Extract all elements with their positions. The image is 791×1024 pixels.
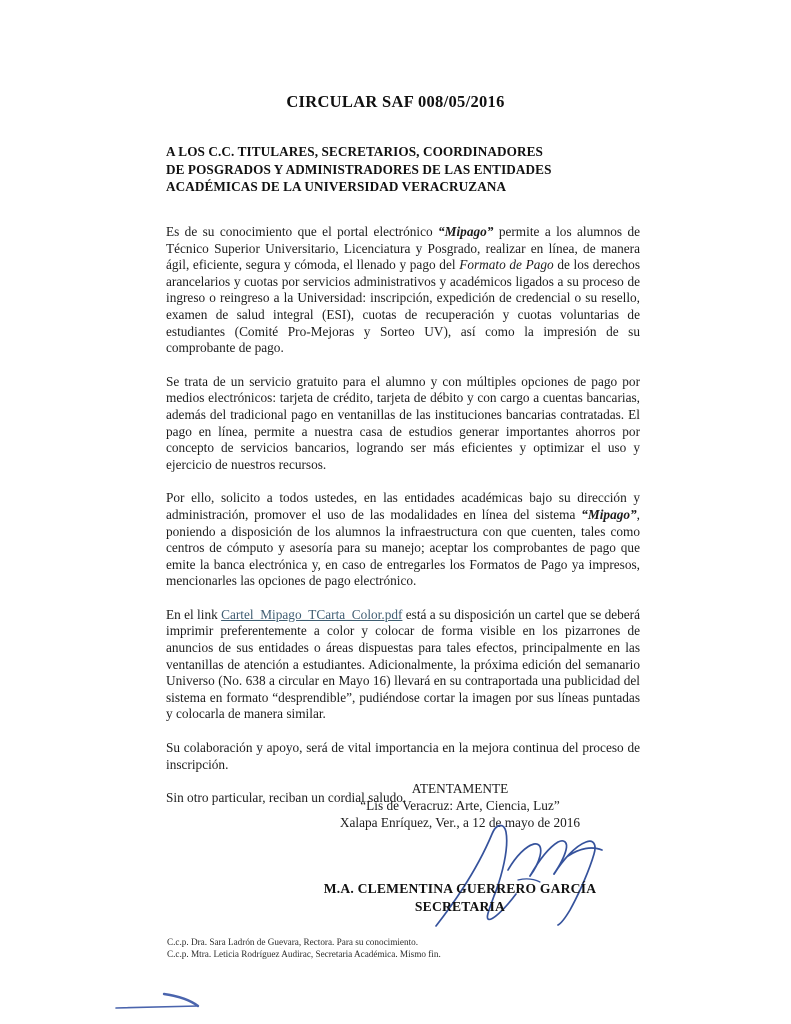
institution-motto: “Lis de Veracruz: Arte, Ciencia, Luz” [360, 798, 560, 814]
paragraph-4 [166, 607, 640, 723]
signer-name-block [270, 880, 650, 915]
p1-text-b: permite a los alumnos de Técnico Superior Universitario, Licenciatura y Posgrado, realizar en línea, de manera ágil, eficiente, segura y cómoda, el llenado y pago del [166, 224, 641, 273]
page-title: CIRCULAR SAF 008/05/2016 [286, 92, 505, 111]
footer-line-1: C.c.p. Dra. Sara Ladrón de Guevara, Rectora. Para su conocimiento. [167, 937, 419, 947]
body-text [166, 224, 640, 807]
footer-line-2: C.c.p. Mtra. Leticia Rodríguez Audirac, Secretaria Académica. Mismo fin. [167, 949, 441, 960]
signature-closing-block [270, 780, 650, 832]
closing-atentamente: ATENTAMENTE [411, 781, 509, 796]
addressee-line-2: DE POSGRADOS Y ADMINISTRADORES DE LAS ENTIDADES [166, 161, 552, 177]
addressee-line-1: A LOS C.C. TITULARES, SECRETARIOS, COORDINADORES [166, 144, 543, 159]
cartel-pdf-link[interactable]: Cartel_Mipago_TCarta_Color.pdf [221, 606, 403, 622]
p1-text-c: de los derechos arancelarios y cuotas por servicios administrativos y académicos ligados a su proceso de ingreso o reingreso a la Universidad: inscripción, expedición de credencial o su resello, examen de salud integral (ESI), cuotas de recuperación y cuotas voluntarias de estudiantes (Comité Pro-Mejoras y Sorteo UV), así como la impresión de su comprobante de pago. [166, 257, 640, 356]
pen-mark-icon [112, 988, 232, 1018]
paragraph-1 [166, 224, 640, 357]
signer-name: M.A. CLEMENTINA GUERRERO GARCÍA [323, 881, 597, 896]
paragraph-2: Se trata de un servicio gratuito para el alumno y con múltiples opciones de pago por medios electrónicos: tarjeta de crédito, tarjeta de débito y con cargo a cuentas bancarias, además del tradicional pago en ventanillas de las instituciones bancarias contratadas. El pago en línea, permite a nuestra casa de estudios generar importantes ahorros por concepto de servicios bancarios, logrando ser más eficientes y optimizar el uso y ejercicio de nuestros recursos. [166, 373, 640, 472]
p1-italic-formato-de-pago: Formato de Pago [459, 257, 554, 273]
paragraph-5: Su colaboración y apoyo, será de vital importancia en la mejora continua del proceso de inscripción. [166, 740, 640, 772]
paragraph-6: Sin otro particular, reciban un cordial saludo. [166, 790, 407, 806]
paragraph-3 [166, 490, 640, 590]
addressee-block [166, 143, 646, 196]
place-and-date: Xalapa Enríquez, Ver., a 12 de mayo de 2016 [339, 815, 581, 831]
addressee-line-3: ACADÉMICAS DE LA UNIVERSIDAD VERACRUZANA [166, 179, 507, 194]
p3-text-b: , poniendo a disposición de los alumnos la infraestructura con que cuenten, tales como centros de cómputo y asesoría para su manejo; aceptar los comprobantes de pago que emite la banca electrónica y, en caso de entregarles los Formatos de Pago ya impresos, mencionarles las opciones de pago electrónico. [166, 506, 640, 589]
p4-text-a: En el link [166, 606, 222, 622]
p4-text-b: está a su disposición un cartel que se deberá imprimir preferentemente a color y colocar de forma visible en los pizarrones de anuncios de sus entidades o áreas dispuestas para tales efectos, principalmente en las ventanillas de atención a estudiantes. Adicionalmente, la próxima edición del semanario Universo (No. 638 a circular en Mayo 16) llevará en su contraportada una publicidad del sistema en formato “desprendible”, pudiéndose cortar la imagen por sus líneas puntadas y colocarla de manera similar. [166, 606, 641, 722]
p3-text-a: Por ello, solicito a todos ustedes, en las entidades académicas bajo su dirección y administración, promover el uso de las modalidades en línea del sistema [166, 490, 640, 522]
signer-position: SECRETARIA [414, 898, 506, 914]
p3-brand-mipago: “Mipago” [581, 506, 637, 522]
p1-text-a: Es de su conocimiento que el portal electrónico [166, 224, 439, 239]
p1-brand-mipago: “Mipago” [438, 224, 494, 239]
carbon-copy-footer [167, 936, 667, 961]
